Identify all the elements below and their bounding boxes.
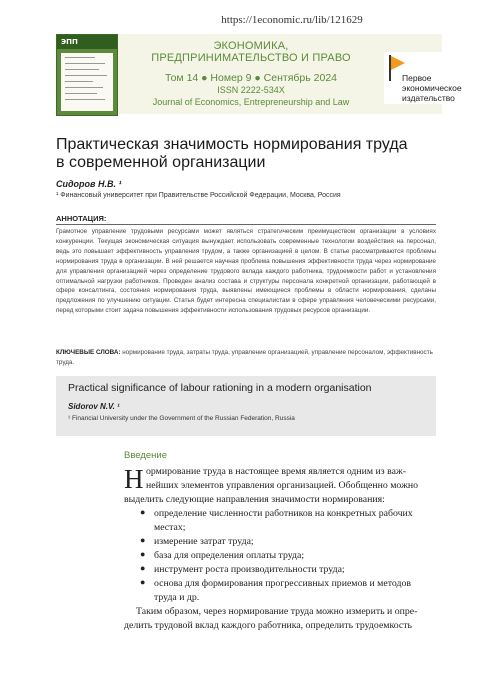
journal-issn: ISSN 2222-534X [217,85,285,95]
journal-title [122,40,380,64]
list-item: измерение затрат труда; [154,536,254,547]
keywords [56,348,436,368]
intro-line-1: ормирование труда в настоящее время является одним из важ- [146,466,406,477]
drop-cap: Н [124,464,144,494]
intro-line-3: выделить следующие направления значимости нормирования: [124,494,385,505]
bullet-icon: ● [140,507,146,517]
bullet-icon: ● [140,535,146,545]
keywords-text: нормирование труда, затраты труда, управление организацией, управление персоналом, эффективность труда. [56,349,433,366]
flag-icon [391,56,405,70]
english-affiliation: ¹ Financial University under the Government of the Russian Federation, Russia [68,415,295,422]
list-item: база для определения оплаты труда; [154,550,305,561]
author-affiliation: ¹ Финансовый университет при Правительстве Российской Федерации, Москва, Россия [56,192,341,199]
article-title: Практическая значимость нормирования труда в современной организации [56,136,408,171]
abstract-divider [56,224,436,225]
bullet-icon: ● [140,549,146,559]
english-title: Practical significance of labour rationing in a modern organisation [68,382,372,394]
list-item: основа для формирования прогрессивных приемов и методов труда и др. [154,578,411,603]
bullet-icon: ● [140,563,146,573]
journal-title-line2: ПРЕДПРИНИМАТЕЛЬСТВО И ПРАВО [151,52,351,64]
body-line-5: делить трудовой вклад каждого работника, определить трудоемкость [124,620,412,631]
journal-cover-thumbnail [56,34,118,116]
english-author: Sidorov N.V. ¹ [68,402,120,411]
cover-contents [61,53,113,111]
article-url[interactable]: https://1economic.ru/lib/121629 [221,14,363,26]
section-heading-intro: Введение [124,450,168,461]
cover-label: ЭПП [61,38,78,46]
journal-issue: Том 14 ● Номер 9 ● Сентябрь 2024 [165,72,337,84]
abstract-text: Грамотное управление трудовыми ресурсами может являться стратегическим преимуществом организации в условиях конкуренции. Текущая экономическая ситуация вынуждает использовать современные технологии воздействия на персонал, ведь это повышает эффективность управления трудом, а также организацией в целом. В статье рассматриваются проблемы нормирования труда в организации. В ней решается научная проблема повышения эффективности труда через нормирование для управления организацией через определение трудового вклада каждого работника, трудоемкости работ и установления оптимальной нагрузки работников. Проведен анализ состава и структуры персонала конкретной организации, работающей в сфере консалтинга, состояния нормирования труда, выявлены имеющиеся проблемы в области нормирования, сделаны предложения по улучшению ситуации. Статья будет интересна специалистам в сфере управления человеческими ресурсами, перед которыми стоит задача повышения эффективности использования трудовых ресурсов организации. [56,228,436,315]
keywords-label: КЛЮЧЕВЫЕ СЛОВА: [56,349,121,356]
journal-title-line1: ЭКОНОМИКА, [213,40,289,52]
publisher-name: Первое экономическое издательство [402,73,462,103]
intro-line-2: нейших элементов управления организацией. Обобщенно можно [146,480,418,491]
list-item: определение численности работников на конкретных рабочих местах; [154,508,413,533]
bullet-icon: ● [140,577,146,587]
list-item: инструмент роста производительности труда; [154,564,345,575]
article-author: Сидоров Н.В. ¹ [56,179,122,189]
body-line-4: Таким образом, через нормирование труда можно измерить и опре- [136,606,418,617]
journal-title-english: Journal of Economics, Entrepreneurship and Law [152,97,350,107]
abstract-heading: АННОТАЦИЯ: [56,214,107,223]
